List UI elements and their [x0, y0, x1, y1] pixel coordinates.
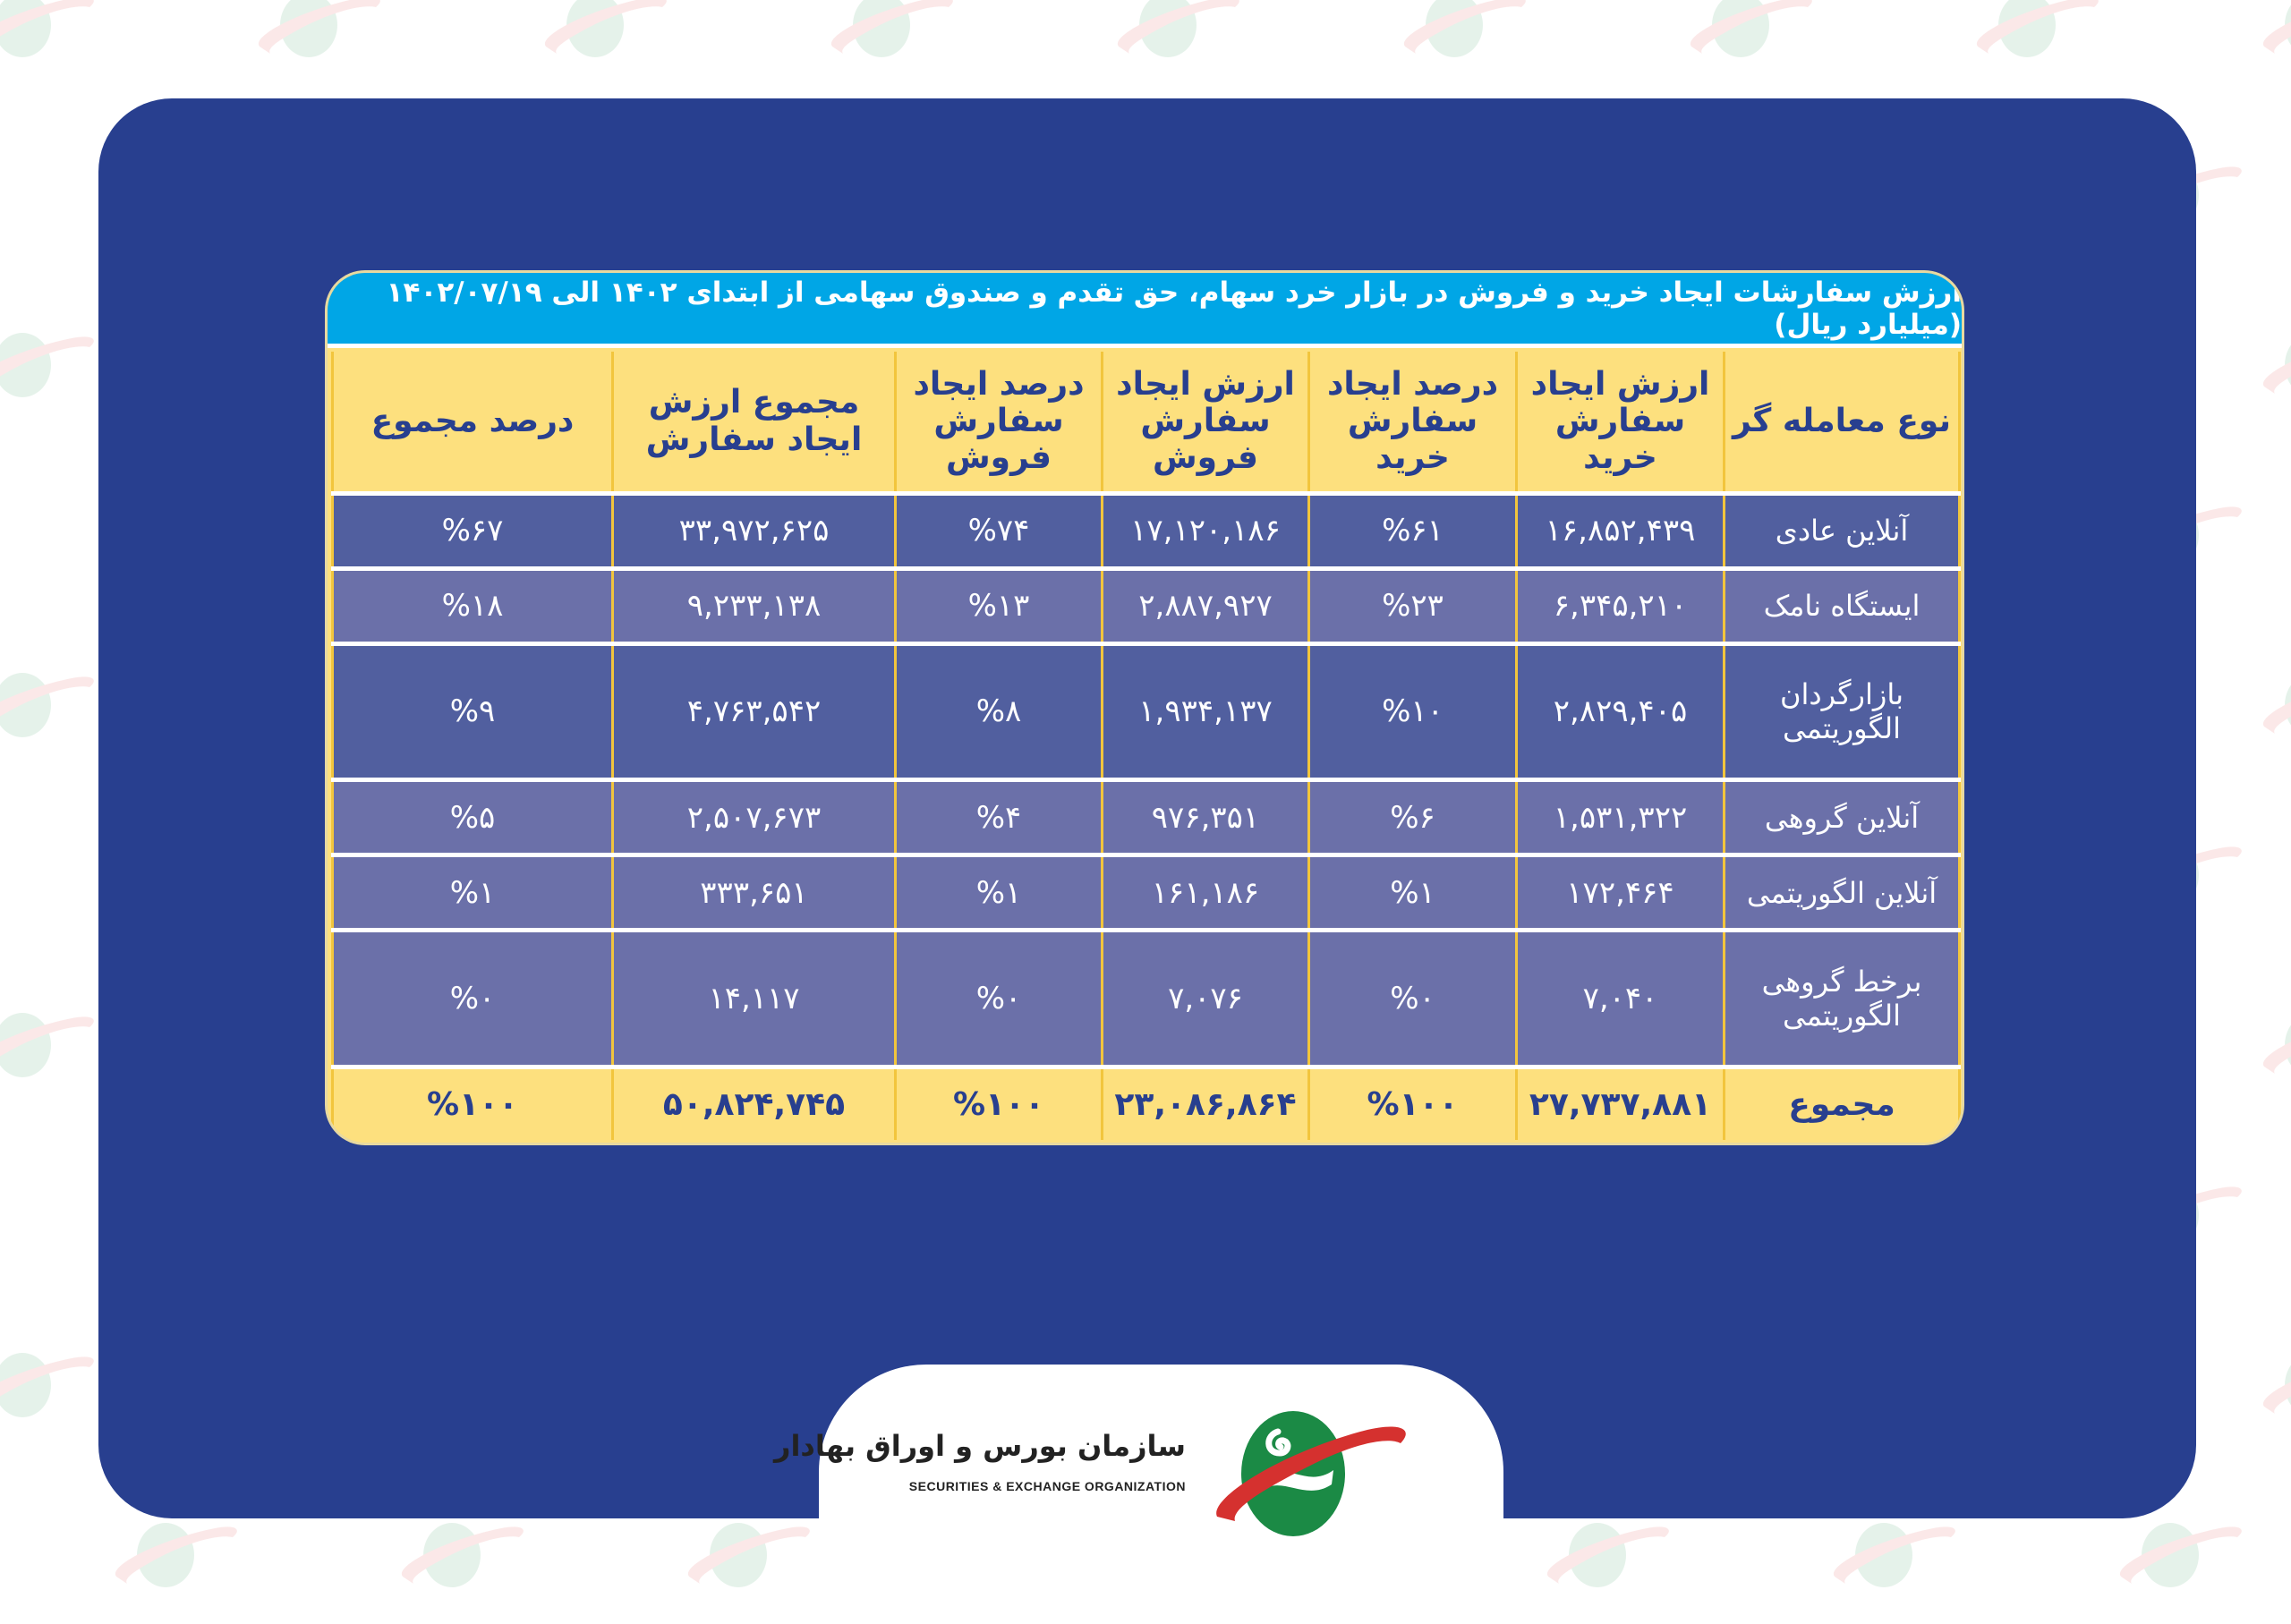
- watermark-logo-icon: [0, 0, 98, 63]
- cell-buy-value: ۶,۳۴۵,۲۱۰: [1517, 568, 1725, 643]
- organization-name-en: SECURITIES & EXCHANGE ORGANIZATION: [908, 1479, 1186, 1493]
- cell-buy-pct: %۶: [1309, 780, 1517, 855]
- table-row: [333, 931, 1960, 1067]
- cell-sell-pct: %۰: [896, 931, 1103, 1067]
- cell-sell-value: ۷,۰۷۶: [1103, 931, 1309, 1067]
- watermark-logo-icon: [107, 1512, 242, 1593]
- cell-total-label: مجموع: [1725, 1067, 1960, 1140]
- cell-sell-pct: %۸: [896, 643, 1103, 780]
- watermark-logo-icon: [2255, 1342, 2291, 1423]
- watermark-logo-icon: [537, 0, 671, 63]
- cell-trader-type: آنلاین عادی: [1725, 493, 1960, 568]
- watermark-logo-icon: [1826, 1512, 1960, 1593]
- cell-total-pct: %۱: [333, 855, 613, 931]
- cell-total-value: ۹,۲۳۳,۱۳۸: [613, 568, 896, 643]
- cell-sell-value: ۹۷۶,۳۵۱: [1103, 780, 1309, 855]
- seo-globe-logo-icon: [1208, 1391, 1414, 1543]
- header-sell-value: ارزش ایجاد سفارش فروش: [1103, 352, 1309, 493]
- header-buy-value: ارزش ایجاد سفارش خرید: [1517, 352, 1725, 493]
- cell-sell-value: ۲,۸۸۷,۹۲۷: [1103, 568, 1309, 643]
- header-buy-pct: درصد ایجاد سفارش خرید: [1309, 352, 1517, 493]
- cell-sell-pct: %۷۴: [896, 493, 1103, 568]
- cell-buy-value: ۲۷,۷۳۷,۸۸۱: [1517, 1067, 1725, 1140]
- cell-trader-type: برخط گروهی الگوریتمی: [1725, 931, 1960, 1067]
- table-row: [333, 568, 1960, 643]
- cell-buy-pct: %۶۱: [1309, 493, 1517, 568]
- cell-sell-value: ۱,۹۳۴,۱۳۷: [1103, 643, 1309, 780]
- watermark-logo-icon: [0, 322, 98, 403]
- watermark-logo-icon: [0, 1342, 98, 1423]
- cell-trader-type: آنلاین الگوریتمی: [1725, 855, 1960, 931]
- cell-buy-pct: %۱: [1309, 855, 1517, 931]
- cell-total-pct: %۱۰۰: [333, 1067, 613, 1140]
- cell-buy-value: ۱۶,۸۵۲,۴۳۹: [1517, 493, 1725, 568]
- watermark-logo-icon: [2255, 0, 2291, 63]
- organization-name-fa: سازمان بورس و اوراق بهادار: [774, 1429, 1186, 1463]
- cell-buy-value: ۷,۰۴۰: [1517, 931, 1725, 1067]
- watermark-logo-icon: [0, 662, 98, 743]
- header-total-pct: درصد مجموع: [333, 352, 613, 493]
- organization-logo: [774, 1391, 1441, 1543]
- watermark-logo-icon: [1682, 0, 1817, 63]
- cell-total-value: ۱۴,۱۱۷: [613, 931, 896, 1067]
- cell-buy-pct: %۱۰۰: [1309, 1067, 1517, 1140]
- cell-sell-value: ۱۶۱,۱۸۶: [1103, 855, 1309, 931]
- watermark-logo-icon: [2112, 1512, 2246, 1593]
- cell-buy-pct: %۰: [1309, 931, 1517, 1067]
- cell-total-pct: %۰: [333, 931, 613, 1067]
- watermark-logo-icon: [1396, 0, 1530, 63]
- cell-trader-type: بازارگردان الگوریتمی: [1725, 643, 1960, 780]
- header-trader-type: نوع معامله گر: [1725, 352, 1960, 493]
- watermark-logo-icon: [2255, 322, 2291, 403]
- cell-total-value: ۳۳,۹۷۲,۶۲۵: [613, 493, 896, 568]
- cell-trader-type: آنلاین گروهی: [1725, 780, 1960, 855]
- watermark-logo-icon: [1539, 1512, 1674, 1593]
- watermark-logo-icon: [1969, 0, 2103, 63]
- cell-total-pct: %۵: [333, 780, 613, 855]
- watermark-logo-icon: [2255, 1002, 2291, 1083]
- cell-sell-pct: %۱۳: [896, 568, 1103, 643]
- cell-sell-pct: %۱۰۰: [896, 1067, 1103, 1140]
- watermark-logo-icon: [394, 1512, 528, 1593]
- table-row: [333, 780, 1960, 855]
- cell-total-pct: %۱۸: [333, 568, 613, 643]
- cell-sell-pct: %۱: [896, 855, 1103, 931]
- table-row: [333, 643, 1960, 780]
- watermark-logo-icon: [680, 1512, 814, 1593]
- cell-buy-pct: %۲۳: [1309, 568, 1517, 643]
- cell-sell-value: ۲۳,۰۸۶,۸۶۴: [1103, 1067, 1309, 1140]
- table-row: [333, 855, 1960, 931]
- cell-total-pct: %۶۷: [333, 493, 613, 568]
- orders-table-card: [328, 273, 1962, 1143]
- table-header-row: [333, 352, 1960, 493]
- cell-sell-value: ۱۷,۱۲۰,۱۸۶: [1103, 493, 1309, 568]
- cell-buy-pct: %۱۰: [1309, 643, 1517, 780]
- cell-trader-type: ایستگاه نامک: [1725, 568, 1960, 643]
- cell-buy-value: ۲,۸۲۹,۴۰۵: [1517, 643, 1725, 780]
- cell-total-value: ۵۰,۸۲۴,۷۴۵: [613, 1067, 896, 1140]
- cell-total-value: ۲,۵۰۷,۶۷۳: [613, 780, 896, 855]
- cell-sell-pct: %۴: [896, 780, 1103, 855]
- watermark-logo-icon: [251, 0, 385, 63]
- header-total-value: مجموع ارزش ایجاد سفارش: [613, 352, 896, 493]
- table-title: ارزش سفارشات ایجاد خرید و فروش در بازار خرد سهام، حق تقدم و صندوق سهامی از ابتدای ۱۴۰۲ الی ۱۴۰۲/۰۷/۱۹ (میلیارد ریال): [328, 273, 1962, 348]
- table-total-row: [333, 1067, 1960, 1140]
- cell-total-value: ۴,۷۶۳,۵۴۲: [613, 643, 896, 780]
- watermark-logo-icon: [0, 1002, 98, 1083]
- watermark-logo-icon: [1110, 0, 1244, 63]
- watermark-logo-icon: [2255, 662, 2291, 743]
- header-sell-pct: درصد ایجاد سفارش فروش: [896, 352, 1103, 493]
- table-row: [333, 493, 1960, 568]
- watermark-logo-icon: [823, 0, 958, 63]
- cell-total-pct: %۹: [333, 643, 613, 780]
- cell-buy-value: ۱۷۲,۴۶۴: [1517, 855, 1725, 931]
- cell-buy-value: ۱,۵۳۱,۳۲۲: [1517, 780, 1725, 855]
- orders-table: [331, 352, 1961, 1140]
- cell-total-value: ۳۳۳,۶۵۱: [613, 855, 896, 931]
